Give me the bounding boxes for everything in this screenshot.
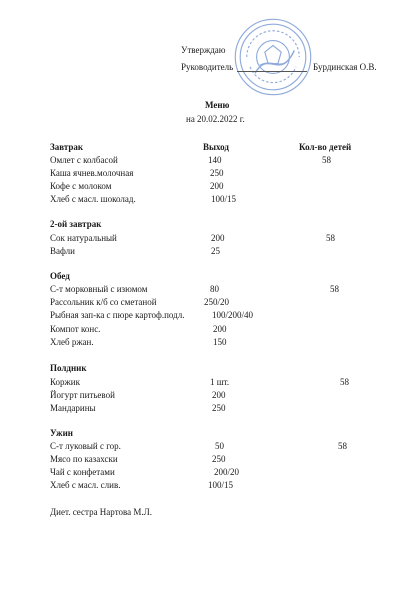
footer-signature: Диет. сестра Нартова М.Л. [50,507,152,517]
list-item-dish: Рассольник к/б со сметаной [50,297,157,307]
list-item-count: 58 [322,155,331,165]
list-item-dish: Хлеб ржан. [50,337,94,347]
list-item-dish: Каша ячнев.молочная [50,168,134,178]
header-count: Кол-во детей [299,142,352,152]
list-item-yield: 200 [213,324,227,334]
list-item-yield: 100/15 [211,194,237,204]
list-item-dish: Компот конс. [50,324,101,334]
page-title: Меню [205,100,230,110]
list-item-count: 58 [326,233,335,243]
signature-line [237,71,307,72]
list-item-yield: 200/20 [214,467,240,477]
list-item-yield: 150 [213,337,227,347]
header-meal: Завтрак [50,142,84,152]
list-item-count: 58 [330,284,339,294]
list-item-yield: 50 [215,441,224,451]
list-item-count: 58 [338,441,347,451]
approval-label: Утверждаю [181,45,226,55]
list-item-dish: Йогурт питьевой [50,390,115,400]
list-item-dish: Хлеб с масл. шоколад. [50,194,136,204]
list-item-dish: Мясо по казахски [50,454,118,464]
header-yield: Выход [203,142,229,152]
list-item-yield: 80 [210,284,219,294]
list-item-dish: Коржик [50,377,80,387]
stamp-seal-icon [232,16,314,98]
list-item-dish: С-т луковый с гор. [50,441,121,451]
list-item-count: 58 [340,377,349,387]
list-item-yield: 100/15 [208,480,234,490]
list-item-yield: 250/20 [204,297,230,307]
list-item-dish: С-т морковный с изюмом [50,284,148,294]
section-heading: Обед [50,271,70,281]
list-item-dish: Сок натуральный [50,233,117,243]
list-item-dish: Рыбная зап-ка с пюре картоф.подл. [50,310,185,320]
approver-role: Руководитель [181,62,234,72]
list-item-yield: 200 [210,181,224,191]
list-item-yield: 25 [211,246,220,256]
menu-date: на 20.02.2022 г. [186,114,245,124]
list-item-dish: Хлеб с масл. слив. [50,480,121,490]
list-item-yield: 250 [210,168,224,178]
list-item-dish: Вафли [50,246,75,256]
list-item-yield: 100/200/40 [212,310,254,320]
approver-name: Бурдинская О.В. [313,62,377,72]
list-item-dish: Чай с конфетами [50,467,115,477]
list-item-yield: 200 [211,233,225,243]
section-heading: Полдник [50,363,87,373]
list-item-yield: 250 [212,454,226,464]
section-heading: 2-ой завтрак [50,219,102,229]
list-item-dish: Омлет с колбасой [50,155,118,165]
list-item-dish: Мандарины [50,403,96,413]
list-item-yield: 1 шт. [210,377,230,387]
list-item-yield: 140 [208,155,222,165]
list-item-yield: 200 [212,390,226,400]
section-heading: Ужин [50,428,73,438]
list-item-dish: Кофе с молоком [50,181,112,191]
list-item-yield: 250 [212,403,226,413]
